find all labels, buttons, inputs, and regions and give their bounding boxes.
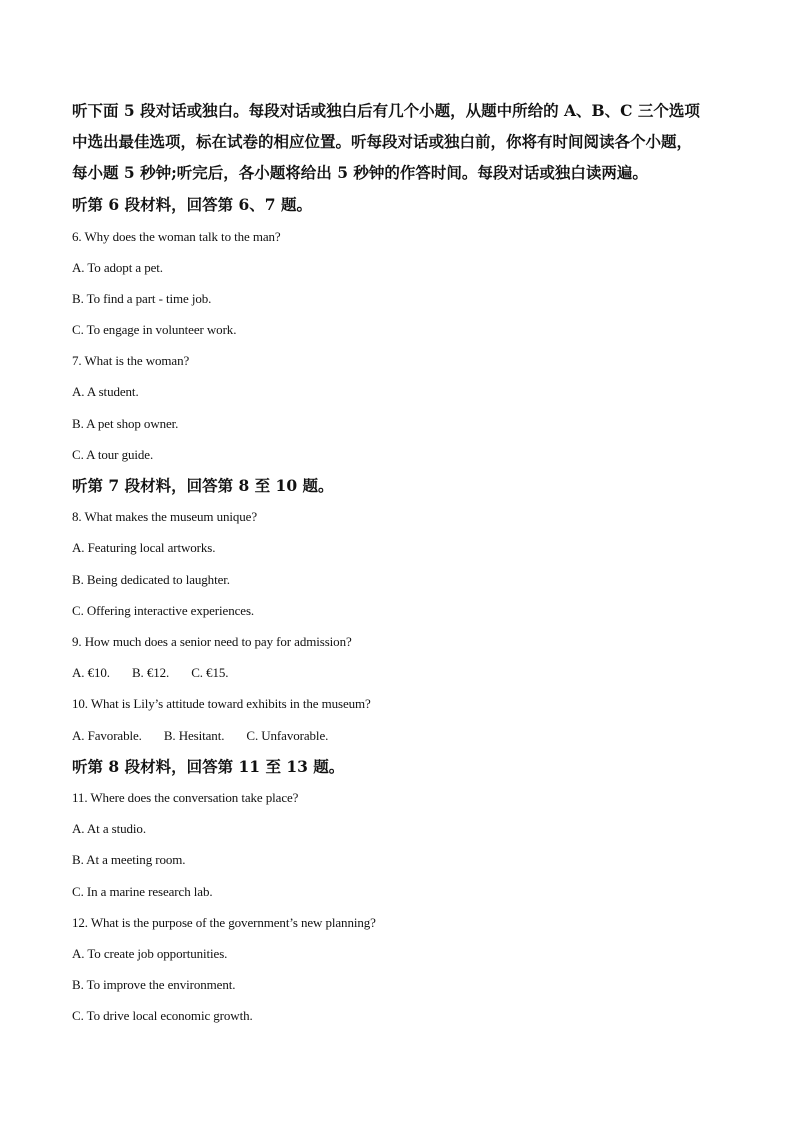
answer-option: A. Favorable. (72, 728, 142, 743)
answer-option: B. To improve the environment. (72, 977, 236, 992)
answer-option: A. A student. (72, 384, 139, 399)
section-heading: 听第 7 段材料，回答第 8 至 10 题。 (72, 476, 334, 495)
instructions-line-1: 听下面 5 段对话或独白。每段对话或独白后有几个小题，从题中所给的 A、B、C 三个选项 (72, 101, 700, 120)
question-stem: 6. Why does the woman talk to the man? (72, 229, 281, 244)
answer-option: B. Being dedicated to laughter. (72, 572, 230, 587)
answer-option: B. To find a part - time job. (72, 291, 212, 306)
question-stem: 12. What is the purpose of the government’s new planning? (72, 915, 376, 930)
section-heading: 听第 8 段材料，回答第 11 至 13 题。 (72, 757, 345, 776)
answer-option: A. Featuring local artworks. (72, 540, 216, 555)
question-stem: 11. Where does the conversation take place? (72, 790, 299, 805)
answer-option: C. €15. (191, 665, 229, 680)
answer-option: A. At a studio. (72, 821, 146, 836)
section-heading: 听第 6 段材料，回答第 6、7 题。 (72, 195, 312, 214)
answer-option: B. Hesitant. (163, 728, 225, 743)
answer-option: C. Unfavorable. (246, 728, 329, 743)
answer-option: A. To adopt a pet. (72, 260, 163, 275)
answer-option: A. To create job opportunities. (72, 946, 228, 961)
answer-option: C. Offering interactive experiences. (72, 603, 255, 618)
answer-option: B. At a meeting room. (72, 852, 186, 867)
answer-option: C. A tour guide. (72, 447, 154, 462)
instructions-line-3: 每小题 5 秒钟;听完后，各小题将给出 5 秒钟的作答时间。每段对话或独白读两遍。 (72, 163, 648, 182)
answer-option: B. €12. (131, 665, 170, 680)
question-stem: 9. How much does a senior need to pay for admission? (72, 634, 352, 649)
question-stem: 10. What is Lily’s attitude toward exhibits in the museum? (72, 696, 371, 711)
answer-option: A. €10. (72, 665, 110, 680)
question-stem: 7. What is the woman? (72, 353, 190, 368)
answer-option: C. To drive local economic growth. (72, 1008, 253, 1023)
answer-option: B. A pet shop owner. (72, 416, 179, 431)
instructions-line-2: 中选出最佳选项，标在试卷的相应位置。听每段对话或独白前，你将有时间阅读各个小题， (72, 132, 693, 151)
question-stem: 8. What makes the museum unique? (72, 509, 258, 524)
answer-option: C. In a marine research lab. (72, 884, 213, 899)
answer-option: C. To engage in volunteer work. (72, 322, 237, 337)
answer-options-row (72, 664, 228, 682)
answer-options-row (72, 727, 328, 745)
